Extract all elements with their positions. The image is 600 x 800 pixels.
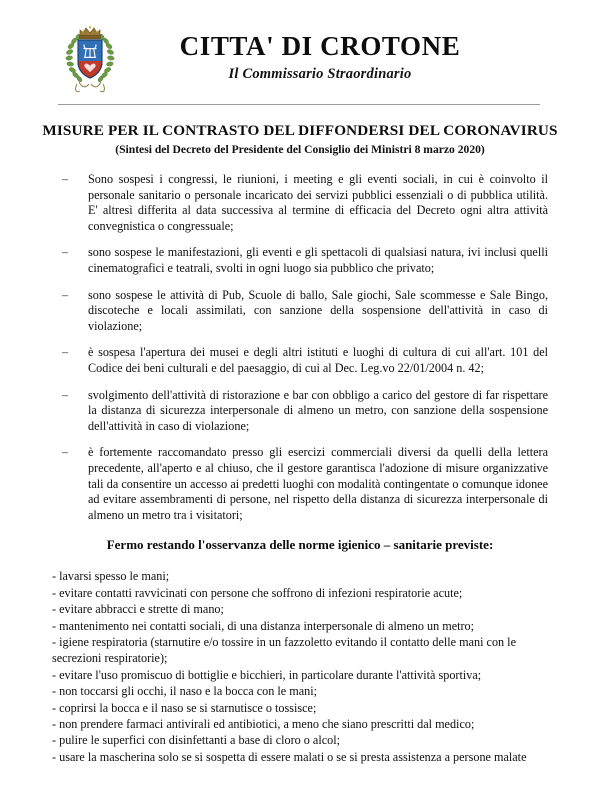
list-item: - usare la mascherina solo se si sospetta di essere malati o se si presta assistenza a persone malate <box>52 749 527 764</box>
hygiene-rules-list <box>0 568 600 765</box>
dash-marker-icon: – <box>62 172 69 186</box>
list-item: - igiene respiratoria (starnutire e/o tossire in un fazzoletto evitando il contatto delle mani con le secrezioni respiratorie); <box>52 634 516 666</box>
list-item: - evitare contatti ravvicinati con persone che soffrono di infezioni respiratorie acute; <box>52 585 463 600</box>
measure-text: svolgimento dell'attività di ristorazione e bar con obbligo a carico del gestore di far rispettare la distanza di sicurezza interpersonale di almeno un metro, con sanzione della sospensione dell'attività in caso di violazione; <box>88 387 548 433</box>
list-item <box>62 345 548 376</box>
document-header <box>0 0 600 100</box>
list-item: - non toccarsi gli occhi, il naso e la bocca con le mani; <box>52 684 317 699</box>
measures-list <box>0 172 600 523</box>
dash-marker-icon: – <box>62 387 69 402</box>
measure-text: Sono sospesi i congressi, le riunioni, i meeting e gli eventi sociali, in cui è coinvolto il personale sanitario o personale incaricato dei servizi pubblici essenziali o di pubblica utilità. E' altresì differita al data successiva al termine di efficacia del Decreto ogni altra attività convegnistica o congressuale; <box>88 172 548 233</box>
hygiene-section-heading: Fermo restando l'osservanza delle norme igienico – sanitarie previste: <box>106 537 494 553</box>
dash-marker-icon: – <box>62 345 69 360</box>
dash-marker-icon: – <box>62 445 69 460</box>
measure-text: sono sospese le manifestazioni, gli eventi e gli spettacoli di qualsiasi natura, ivi inclusi quelli cinematografici e teatrali, svolti in ogni luogo sia pubblico che privato; <box>88 245 548 275</box>
list-item: - pulire le superfici con disinfettanti a base di cloro o alcol; <box>52 733 341 748</box>
list-item: - non prendere farmaci antivirali ed antibiotici, a meno che siano prescritti dal medico; <box>52 716 475 731</box>
list-item <box>62 172 548 234</box>
dash-marker-icon: – <box>62 287 69 302</box>
measure-text: è sospesa l'apertura dei musei e degli altri istituti e luoghi di cultura di cui all'art. 101 del Codice dei beni culturali e del paesaggio, di cui al Dec. Leg.vo 22/01/2004 n. 42; <box>88 345 548 375</box>
list-item: - lavarsi spesso le mani; <box>52 569 170 584</box>
coat-of-arms-icon <box>62 24 118 98</box>
list-item <box>62 288 548 335</box>
document-title: MISURE PER IL CONTRASTO DEL DIFFONDERSI DEL CORONAVIRUS <box>42 122 558 139</box>
page-title: CITTA' DI CROTONE <box>179 31 461 61</box>
list-item: - coprirsi la bocca e il naso se si starnutisce o tossisce; <box>52 700 317 715</box>
list-item: - evitare abbracci e strette di mano; <box>52 602 224 617</box>
measure-text: è fortemente raccomandato presso gli esercizi commerciali diversi da quelli della lettera precedente, all'aperto e al chiuso, che il gestore garantisca l'adozione di misure organizzative tali da consentire un accesso ai predetti luoghi con modalità contingentate o comunque idonee ad evitare assembramenti di persone, nel rispetto della distanza di sicurezza interpersonale di almeno un metro tra i visitatori; <box>88 445 548 522</box>
list-item <box>62 245 548 276</box>
list-item: - evitare l'uso promiscuo di bottiglie e bicchieri, in particolare durante l'attività sportiva; <box>52 667 482 682</box>
header-divider <box>58 104 540 105</box>
document-title-block <box>0 122 600 156</box>
list-item <box>62 388 548 435</box>
document-subtitle: (Sintesi del Decreto del Presidente del Consiglio dei Ministri 8 marzo 2020) <box>115 143 485 156</box>
header-subtitle: Il Commissario Straordinario <box>228 66 412 83</box>
list-item: - mantenimento nei contatti sociali, di una distanza interpersonale di almeno un metro; <box>52 618 475 633</box>
measure-text: sono sospese le attività di Pub, Scuole di ballo, Sale giochi, Sale scommesse e Sale Bingo, discoteche e locali assimilati, con sanzione della sospensione dell'attività in caso di violazione; <box>88 287 548 333</box>
list-item <box>62 445 548 523</box>
dash-marker-icon: – <box>62 245 69 260</box>
